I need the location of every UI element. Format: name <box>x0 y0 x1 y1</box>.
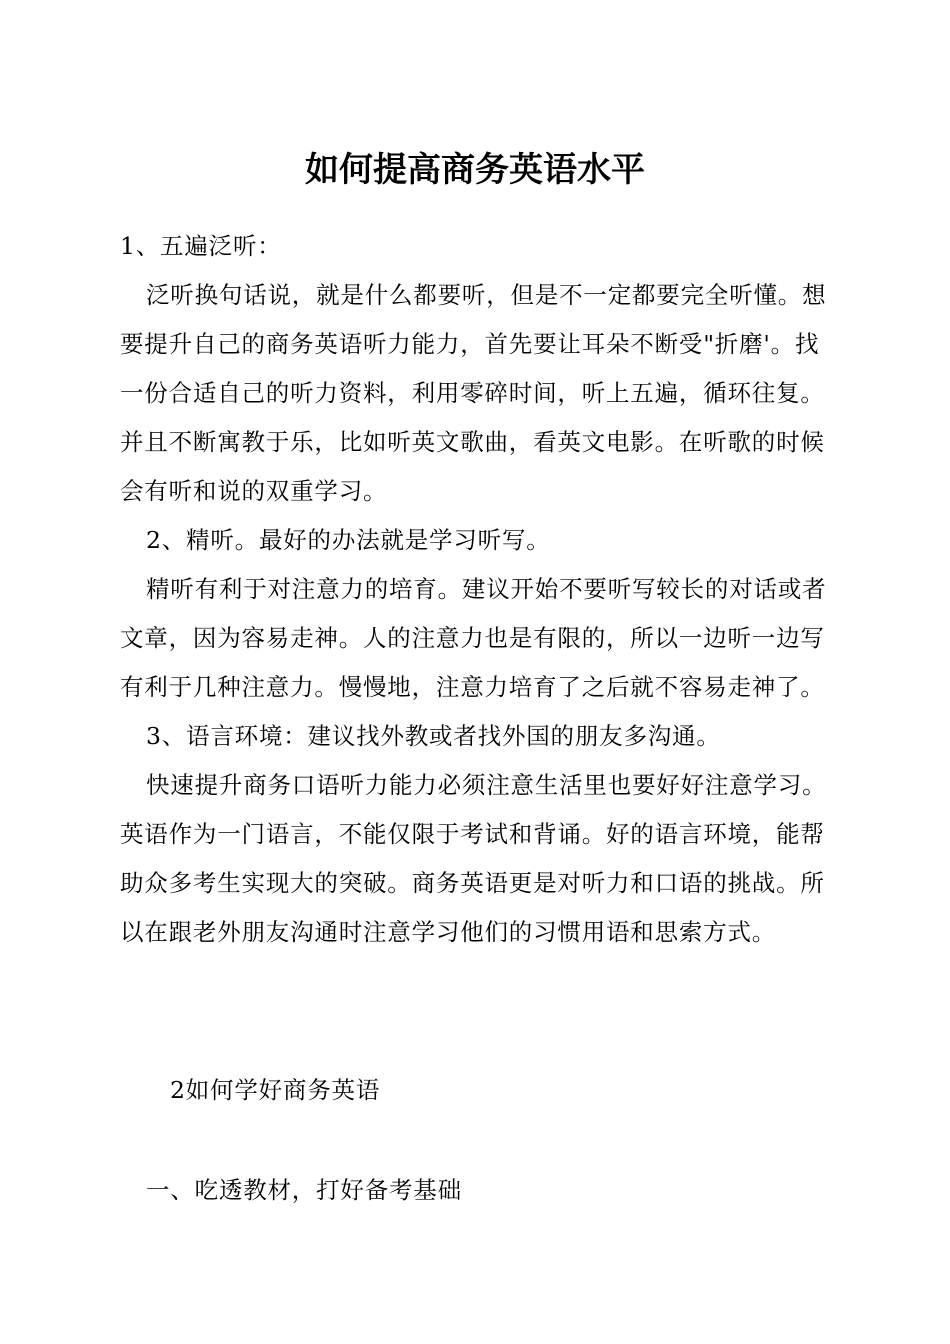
section-heading-1: 1、五遍泛听： <box>120 232 282 260</box>
paragraph-1: 泛听换句话说，就是什么都要听，但是不一定都要完全听懂。想要提升自己的商务英语听力能力，首先要让耳朵不断受"折磨'。找一份合适自己的听力资料，利用零碎时间，听上五遍，循环往复。并且不断寓教于乐，比如听英文歌曲，看英文电影。在听歌的时候会有听和说的双重学习。 <box>120 281 827 505</box>
sub-heading: 2如何学好商务英语 <box>170 1076 381 1104</box>
document-body <box>120 222 840 957</box>
sub-heading-2: 一、吃透教材，打好备考基础 <box>146 1176 462 1204</box>
paragraph-2: 精听有利于对注意力的培育。建议开始不要听写较长的对话或者文章，因为容易走神。人的注意力也是有限的，所以一边听一边写有利于几种注意力。慢慢地，注意力培育了之后就不容易走神了。 <box>120 575 827 701</box>
section-heading-3: 3、语言环境：建议找外教或者找外国的朋友多沟通。 <box>146 722 721 750</box>
paragraph-3: 快速提升商务口语听力能力必须注意生活里也要好好注意学习。英语作为一门语言，不能仅限于考试和背诵。好的语言环境，能帮助众多考生实现大的突破。商务英语更是对听力和口语的挑战。所以在跟老外朋友沟通时注意学习他们的习惯用语和思索方式。 <box>120 771 827 946</box>
section-heading-2: 2、精听。最好的办法就是学习听写。 <box>146 526 551 554</box>
document-title: 如何提高商务英语水平 <box>305 150 645 190</box>
